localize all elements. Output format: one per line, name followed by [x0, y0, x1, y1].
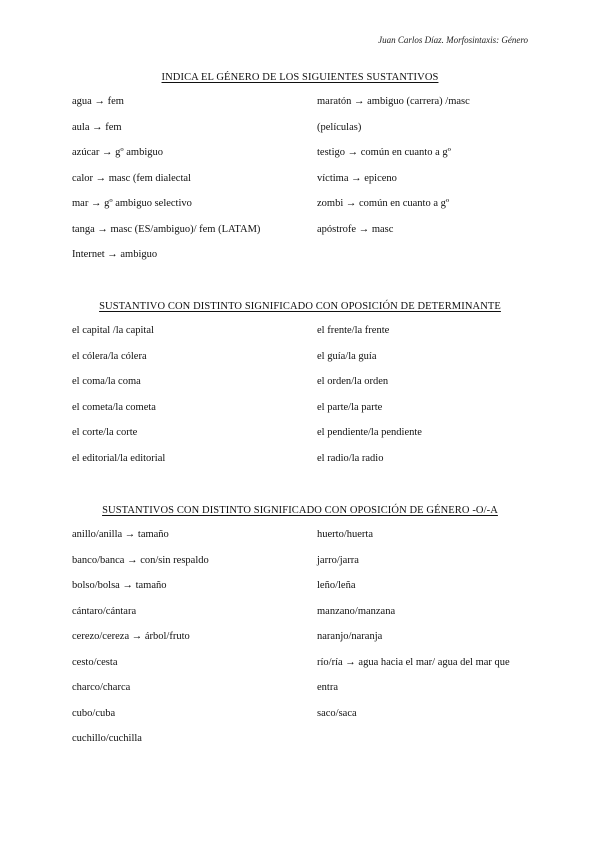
- list-item: agua → fem: [72, 96, 124, 107]
- list-item: zombi → común en cuanto a gº: [317, 198, 450, 209]
- list-item: leño/leña: [317, 580, 356, 591]
- section-genero: [72, 72, 528, 260]
- section-title: SUSTANTIVO CON DISTINTO SIGNIFICADO CON OPOSICIÓN DE DETERMINANTE: [99, 301, 501, 312]
- list-item: el coma/la coma: [72, 376, 141, 387]
- list-item: el parte/la parte: [317, 401, 383, 413]
- list-item: (películas): [317, 121, 362, 133]
- list-item: jarro/jarra: [317, 554, 359, 566]
- list-item: cerezo/cereza → árbol/fruto: [72, 631, 190, 642]
- list-item: bolso/bolsa → tamaño: [72, 580, 167, 591]
- list-item: charco/charca: [72, 682, 131, 693]
- list-item: tanga → masc (ES/ambiguo)/ fem (LATAM): [72, 223, 261, 235]
- list-item: el cólera/la cólera: [72, 350, 147, 362]
- list-item: el editorial/la editorial: [72, 452, 166, 464]
- list-item: mar → gº ambiguo selectivo: [72, 198, 192, 209]
- list-item: anillo/anilla → tamaño: [72, 529, 169, 540]
- list-item: naranjo/naranja: [317, 631, 383, 642]
- section-determinante: [72, 301, 528, 464]
- list-item: el capital /la capital: [72, 325, 154, 336]
- list-item: el corte/la corte: [72, 427, 138, 438]
- list-item: cuchillo/cuchilla: [72, 733, 142, 744]
- list-item: apóstrofe → masc: [317, 223, 394, 235]
- list-item: banco/banca → con/sin respaldo: [72, 554, 209, 566]
- list-item: manzano/manzana: [317, 605, 396, 617]
- list-item: entra: [317, 682, 338, 693]
- list-item: víctima → epiceno: [317, 172, 397, 184]
- list-item: cubo/cuba: [72, 707, 116, 719]
- section-title: SUSTANTIVOS CON DISTINTO SIGNIFICADO CON OPOSICIÓN DE GÉNERO -O/-A: [102, 505, 498, 516]
- list-item: azúcar → gº ambiguo: [72, 147, 164, 158]
- list-item: río/ría → agua hacia el mar/ agua del mar que: [317, 656, 510, 668]
- list-item: el cometa/la cometa: [72, 401, 156, 413]
- list-item: el pendiente/la pendiente: [317, 427, 422, 438]
- list-item: cántaro/cántara: [72, 605, 137, 617]
- list-item: el guía/la guía: [317, 350, 377, 362]
- list-item: Internet → ambiguo: [72, 249, 158, 260]
- list-item: el orden/la orden: [317, 376, 389, 387]
- list-item: testigo → común en cuanto a gº: [317, 147, 451, 158]
- list-item: aula → fem: [72, 121, 122, 133]
- section-genero-o-a: [72, 505, 528, 744]
- list-item: el frente/la frente: [317, 325, 390, 336]
- list-item: saco/saca: [317, 707, 357, 719]
- list-item: cesto/cesta: [72, 656, 118, 668]
- list-item: el radio/la radio: [317, 452, 384, 464]
- list-item: huerto/huerta: [317, 529, 373, 540]
- list-item: calor → masc (fem dialectal: [72, 172, 191, 184]
- section-title: INDICA EL GÉNERO DE LOS SIGUIENTES SUSTANTIVOS: [161, 72, 439, 83]
- list-item: maratón → ambiguo (carrera) /masc: [317, 96, 470, 107]
- page-header: Juan Carlos Díaz. Morfosintaxis: Género: [378, 35, 528, 45]
